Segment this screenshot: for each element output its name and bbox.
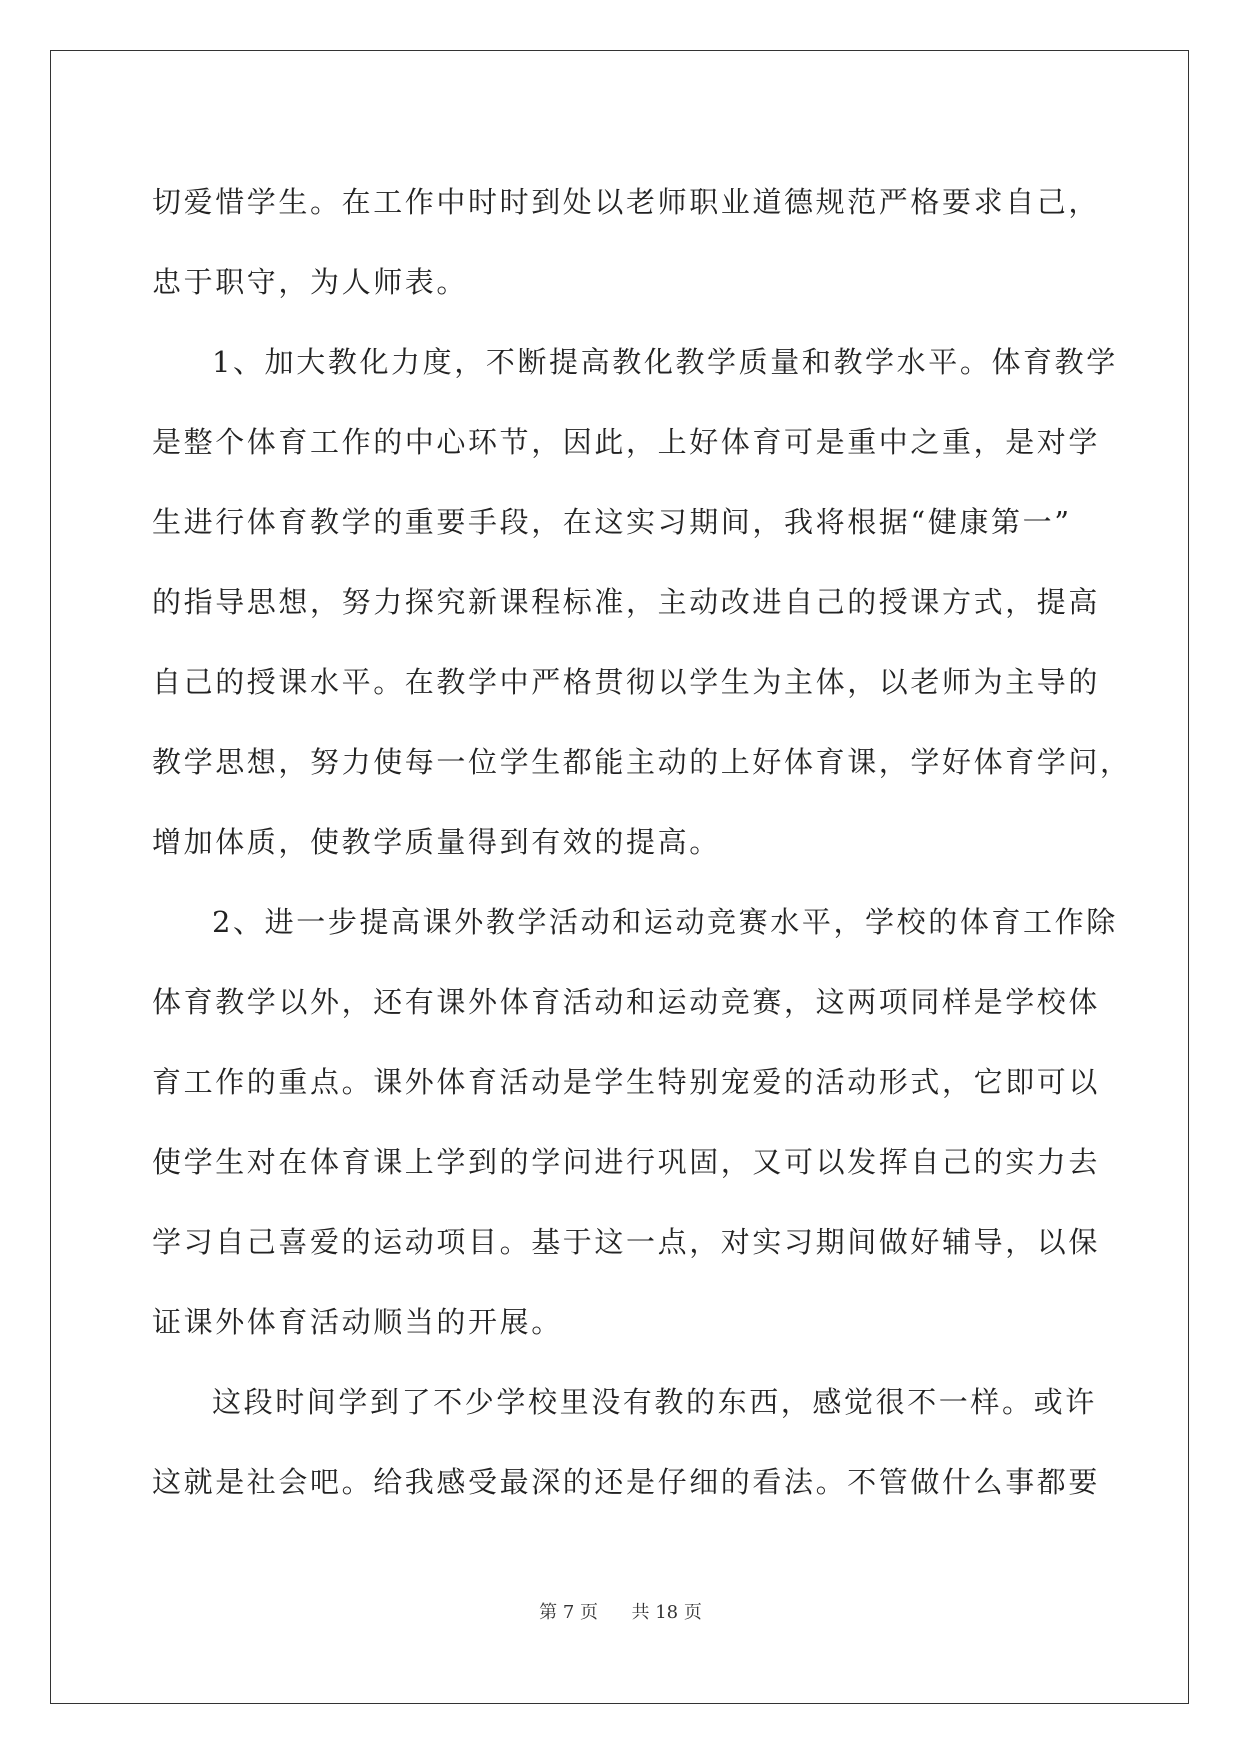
text-line: 1、加大教化力度，不断提高教化教学质量和教学水平。体育教学: [212, 345, 1118, 379]
page-total: 共 18 页: [631, 1602, 702, 1623]
text-line: 的指导思想，努力探究新课程标准，主动改进自己的授课方式，提高: [152, 585, 1101, 619]
page-footer: [0, 1598, 1241, 1624]
text-line: 育工作的重点。课外体育活动是学生特别宠爱的活动形式，它即可以: [152, 1065, 1101, 1099]
text-line: 使学生对在体育课上学到的学问进行巩固，又可以发挥自己的实力去: [152, 1145, 1101, 1179]
text-line: 证课外体育活动顺当的开展。: [152, 1305, 563, 1339]
text-line: 这段时间学到了不少学校里没有教的东西，感觉很不一样。或许: [212, 1385, 1097, 1419]
text-line: 2、进一步提高课外教学活动和运动竞赛水平，学校的体育工作除: [212, 905, 1118, 939]
text-line: 是整个体育工作的中心环节，因此，上好体育可是重中之重，是对学: [152, 425, 1101, 459]
text-line: 自己的授课水平。在教学中严格贯彻以学生为主体，以老师为主导的: [152, 665, 1101, 699]
text-line: 这就是社会吧。给我感受最深的还是仔细的看法。不管做什么事都要: [152, 1465, 1101, 1499]
page-number: 第 7 页: [539, 1602, 599, 1623]
text-line: 切爱惜学生。在工作中时时到处以老师职业道德规范严格要求自己，: [152, 185, 1101, 219]
text-line: 生进行体育教学的重要手段，在这实习期间，我将根据“健康第一”: [152, 505, 1072, 539]
text-line: 学习自己喜爱的运动项目。基于这一点，对实习期间做好辅导，以保: [152, 1225, 1101, 1259]
text-line: 增加体质，使教学质量得到有效的提高。: [152, 825, 721, 859]
text-line: 忠于职守，为人师表。: [152, 265, 469, 299]
document-body: [152, 162, 1132, 1522]
text-line: 教学思想，努力使每一位学生都能主动的上好体育课，学好体育学问，: [152, 745, 1132, 779]
text-line: 体育教学以外，还有课外体育活动和运动竞赛，这两项同样是学校体: [152, 985, 1101, 1019]
